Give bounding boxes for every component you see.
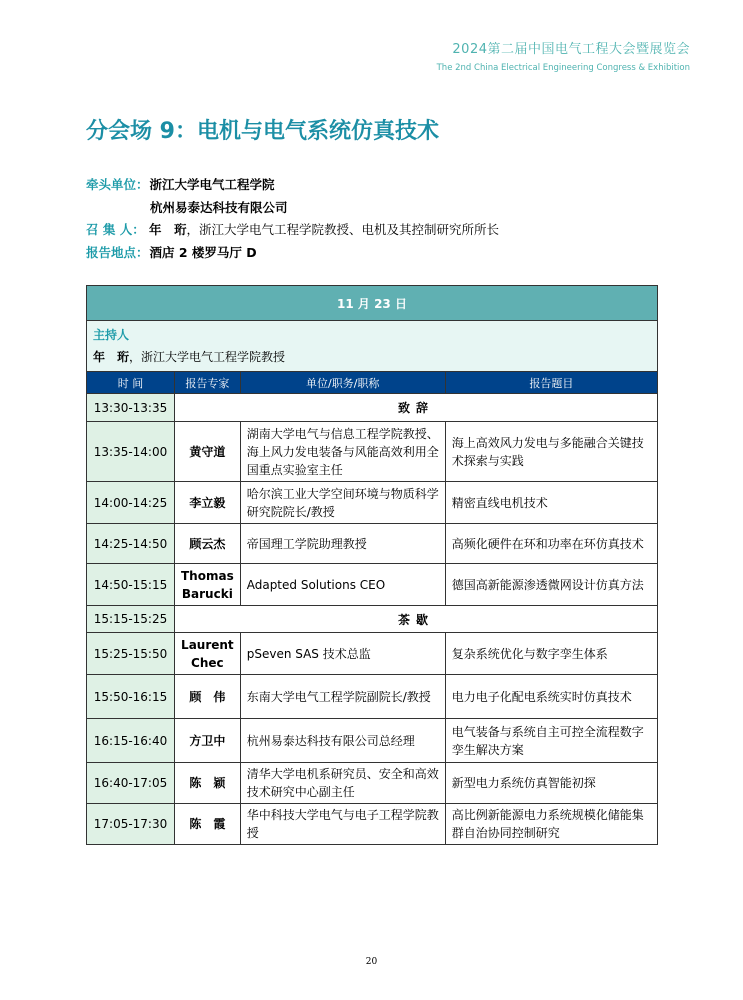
org-cell: 东南大学电气工程学院副院长/教授 [240, 675, 445, 719]
time-cell: 15:50-16:15 [87, 675, 175, 719]
speaker-cell: 顾云杰 [175, 524, 241, 564]
time-cell: 14:00-14:25 [87, 482, 175, 524]
time-cell: 13:30-13:35 [87, 394, 175, 422]
table-row [87, 564, 658, 606]
speaker-cell: 黄守道 [175, 422, 241, 482]
time-cell: 14:25-14:50 [87, 524, 175, 564]
col-time: 时 间 [87, 372, 175, 394]
table-row [87, 719, 658, 763]
time-cell: 16:40-17:05 [87, 763, 175, 804]
session-title: 分会场 9：电机与电气系统仿真技术 [86, 119, 439, 144]
topic-cell: 德国高新能源渗透微网设计仿真方法 [445, 564, 657, 606]
org-cell: 哈尔滨工业大学空间环境与物质科学研究院院长/教授 [240, 482, 445, 524]
time-cell: 15:15-15:25 [87, 606, 175, 633]
speaker-cell: 李立毅 [175, 482, 241, 524]
org-cell: Adapted Solutions CEO [240, 564, 445, 606]
table-row [87, 394, 658, 422]
time-cell: 13:35-14:00 [87, 422, 175, 482]
time-cell: 16:15-16:40 [87, 719, 175, 763]
convener-line [86, 222, 499, 238]
speaker-cell: Laurent Chec [175, 633, 241, 675]
col-speaker: 报告专家 [175, 372, 241, 394]
table-row [87, 606, 658, 633]
congress-title-cn: 2024第二届中国电气工程大会暨展览会 [452, 42, 690, 57]
convener-label: 召 集 人： [86, 222, 145, 237]
schedule-table [86, 285, 658, 845]
break-cell: 致辞 [175, 394, 658, 422]
speaker-cell: 陈 颖 [175, 763, 241, 804]
page-number: 20 [365, 957, 378, 967]
col-topic: 报告题目 [445, 372, 657, 394]
org-cell: 杭州易泰达科技有限公司总经理 [240, 719, 445, 763]
topic-cell: 海上高效风力发电与多能融合关键技术探索与实践 [445, 422, 657, 482]
col-org: 单位/职务/职称 [240, 372, 445, 394]
topic-cell: 电力电子化配电系统实时仿真技术 [445, 675, 657, 719]
convener-desc: ，浙江大学电气工程学院教授、电机及其控制研究所所长 [186, 222, 500, 237]
table-row [87, 675, 658, 719]
venue-line [86, 245, 257, 261]
topic-cell: 高频化硬件在环和功率在环仿真技术 [445, 524, 657, 564]
host-cell [87, 321, 658, 372]
table-row [87, 633, 658, 675]
speaker-cell: 方卫中 [175, 719, 241, 763]
topic-cell: 精密直线电机技术 [445, 482, 657, 524]
venue: 酒店 2 楼罗马厅 D [149, 245, 257, 260]
org-cell: 华中科技大学电气与电子工程学院教授 [240, 804, 445, 845]
organizer-2: 杭州易泰达科技有限公司 [150, 200, 288, 215]
host-name: 年 珩 [93, 350, 130, 364]
host-desc: ，浙江大学电气工程学院教授 [129, 350, 286, 364]
organizer-line [86, 177, 275, 193]
speaker-cell: 陈 霞 [175, 804, 241, 845]
break-cell: 茶歇 [175, 606, 658, 633]
table-row [87, 482, 658, 524]
organizer-1: 浙江大学电气工程学院 [149, 177, 275, 192]
time-cell: 17:05-17:30 [87, 804, 175, 845]
topic-cell: 复杂系统优化与数字孪生体系 [445, 633, 657, 675]
convener-name: 年 珩 [149, 222, 187, 237]
time-cell: 15:25-15:50 [87, 633, 175, 675]
table-row [87, 422, 658, 482]
speaker-cell: Thomas Barucki [175, 564, 241, 606]
table-row [87, 804, 658, 845]
topic-cell: 电气装备与系统自主可控全流程数字孪生解决方案 [445, 719, 657, 763]
organizer-label: 牵头单位： [86, 177, 149, 192]
topic-cell: 高比例新能源电力系统规模化储能集群自治协同控制研究 [445, 804, 657, 845]
org-cell: pSeven SAS 技术总监 [240, 633, 445, 675]
time-cell: 14:50-15:15 [87, 564, 175, 606]
organizer-line-2 [150, 200, 288, 216]
topic-cell: 新型电力系统仿真智能初探 [445, 763, 657, 804]
speaker-cell: 顾 伟 [175, 675, 241, 719]
venue-label: 报告地点： [86, 245, 149, 260]
table-row [87, 763, 658, 804]
congress-title-en: The 2nd China Electrical Engineering Congress & Exhibition [436, 63, 690, 73]
date-header: 11 月 23 日 [87, 286, 658, 321]
org-cell: 清华大学电机系研究员、安全和高效技术研究中心副主任 [240, 763, 445, 804]
table-row [87, 524, 658, 564]
host-label: 主持人 [93, 328, 130, 342]
org-cell: 湖南大学电气与信息工程学院教授、海上风力发电装备与风能高效利用全国重点实验室主任 [240, 422, 445, 482]
org-cell: 帝国理工学院助理教授 [240, 524, 445, 564]
